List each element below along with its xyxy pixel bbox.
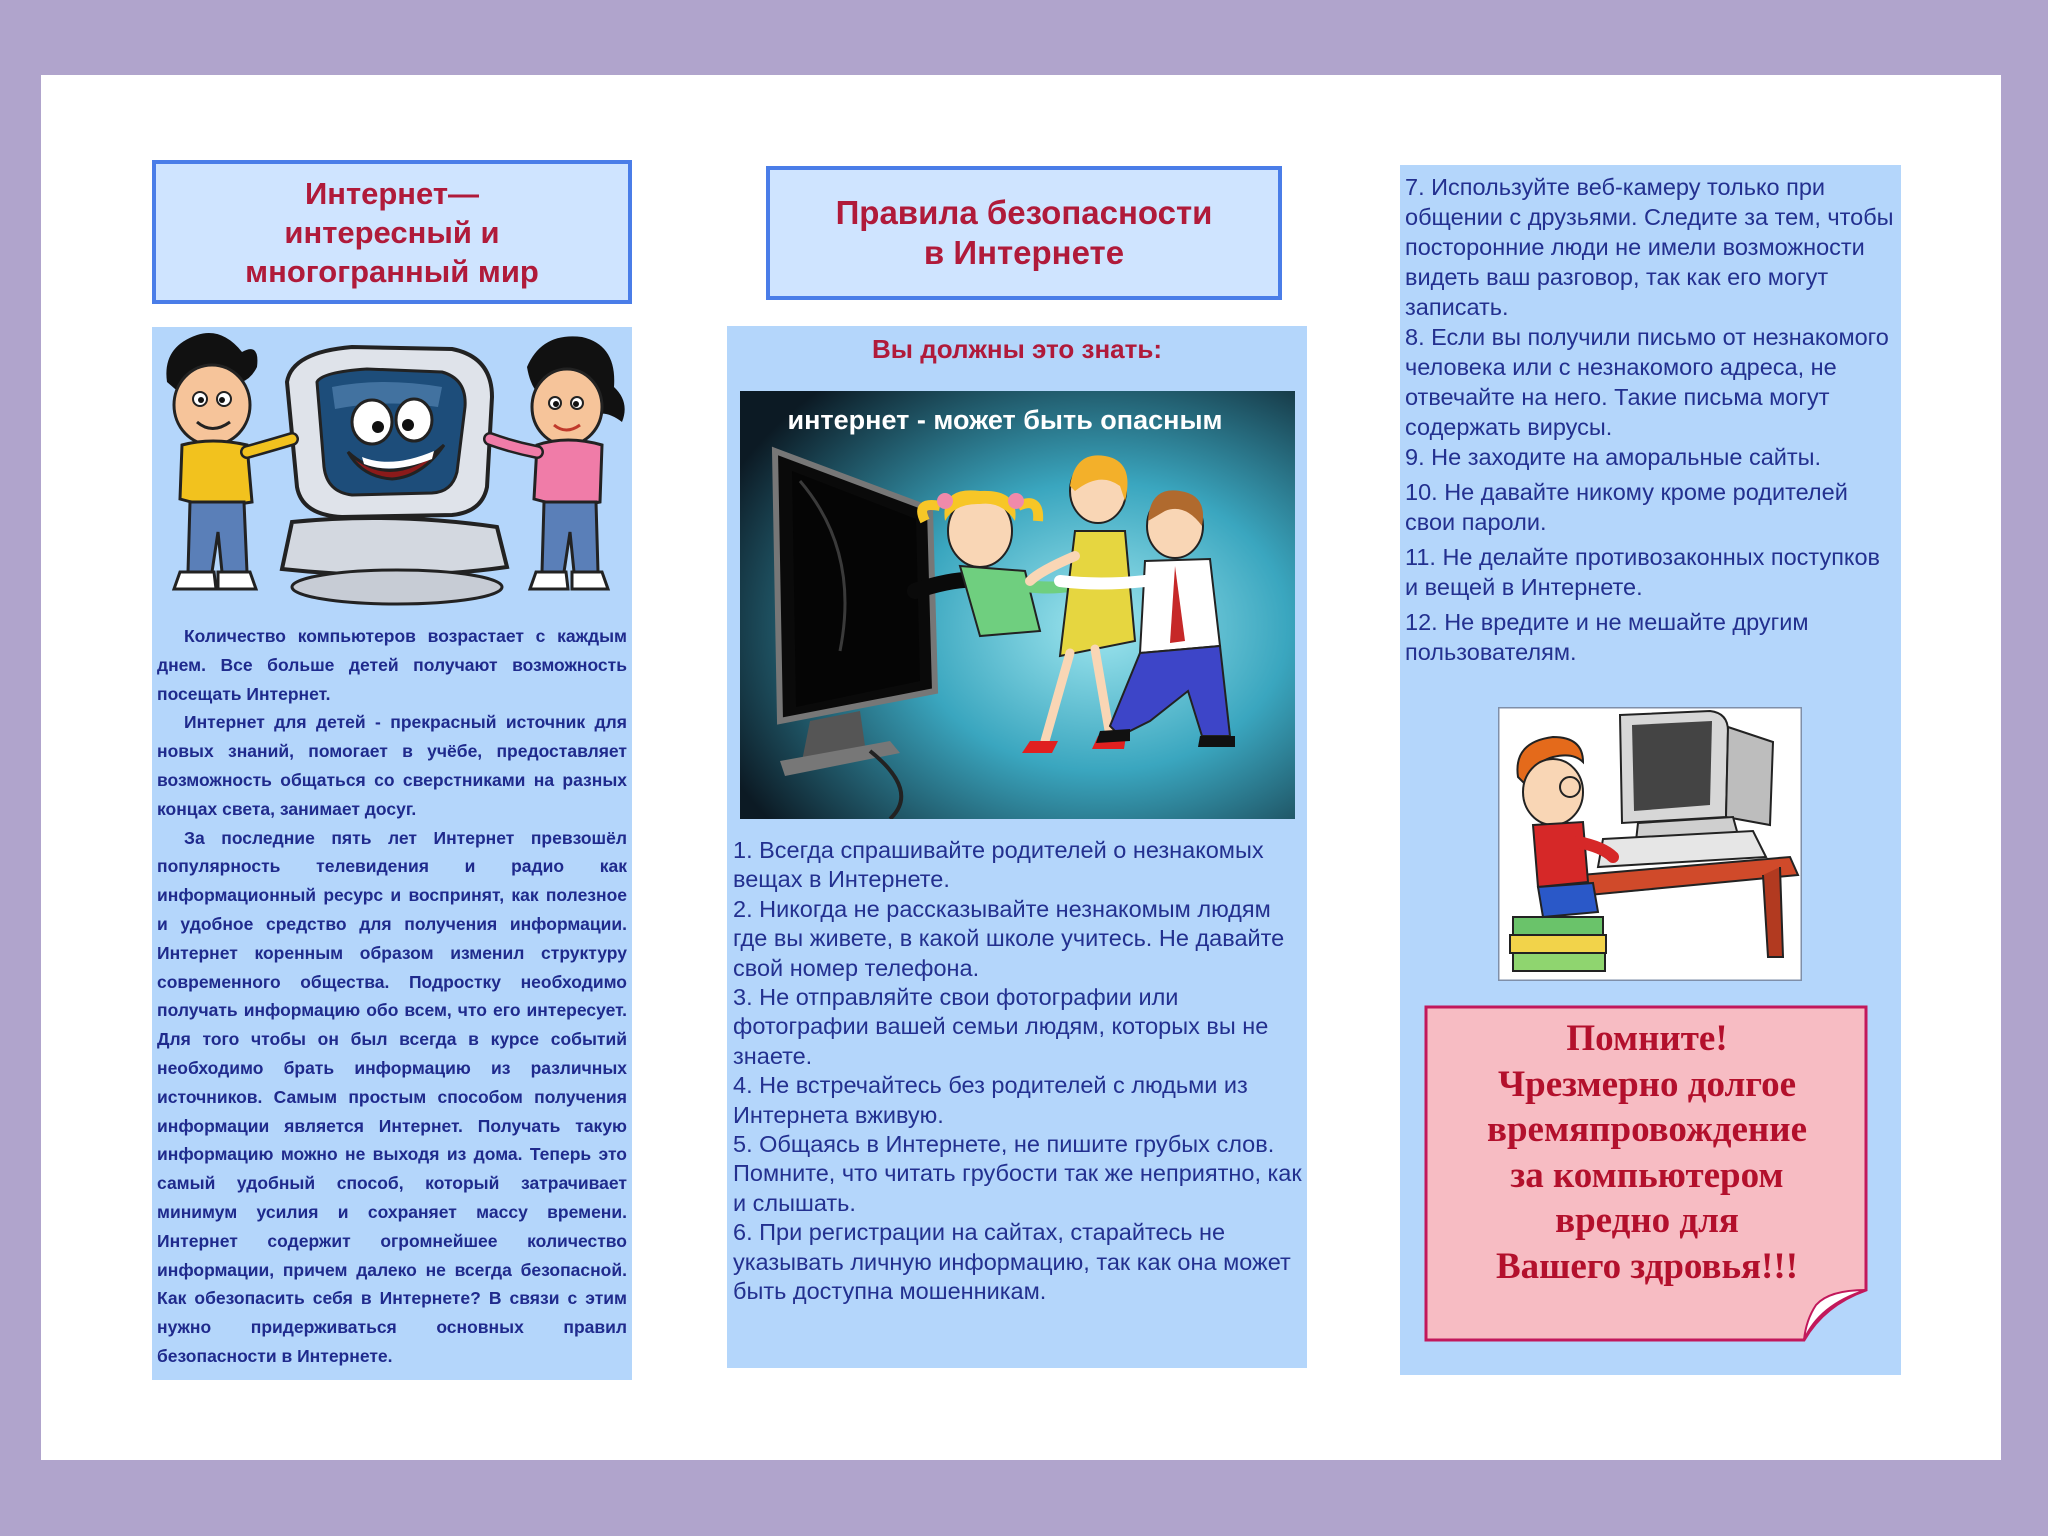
rules-list-7-12: [1405, 172, 1897, 667]
warning-line: времяпровождение: [1486, 1109, 1807, 1151]
left-body-text: [157, 622, 627, 1371]
left-title-line: многогранный мир: [245, 253, 539, 289]
rule-item: 7. Используйте веб-камеру только при общении с друзьями. Следите за тем, чтобы посторонние люди не имели возможности видеть ваш разговор, так как его могут записать.: [1405, 174, 1894, 320]
rule-item: 6. При регистрации на сайтах, старайтесь не указывать личную информацию, так как она может быть доступна мошенникам.: [733, 1219, 1291, 1305]
kids-with-computer-illustration: [152, 327, 632, 607]
internet-danger-illustration: [740, 391, 1295, 819]
rule-item: 1. Всегда спрашивайте родителей о незнакомых вещах в Интернете.: [733, 837, 1264, 893]
rule-item: 4. Не встречайтесь без родителей с людьми из Интернета вживую.: [733, 1072, 1248, 1128]
rule-item: 11. Не делайте противозаконных поступков и вещей в Интернете.: [1405, 544, 1881, 600]
middle-title-line: Правила безопасности: [835, 194, 1213, 231]
left-paragraph: Количество компьютеров возрастает с каждым днем. Все больше детей получают возможность посещать Интернет.: [157, 626, 627, 704]
must-know-heading: Вы должны это знать:: [872, 334, 1162, 364]
left-title-box: [152, 160, 632, 304]
rules-list-1-6: [733, 836, 1305, 1307]
rule-item: 3. Не отправляйте свои фотографии или фотографии вашей семьи людям, которых вы не знаете.: [733, 984, 1269, 1069]
danger-caption: интернет - может быть опасным: [787, 405, 1223, 435]
warning-text: [1424, 1016, 1870, 1290]
rule-item: 5. Общаясь в Интернете, не пишите грубых слов. Помните, что читать грубости так же неприятно, как и слышать.: [733, 1131, 1302, 1216]
rule-item: 10. Не давайте никому кроме родителей свои пароли.: [1405, 479, 1848, 535]
middle-title-line: в Интернете: [923, 234, 1125, 271]
warning-line: за компьютером: [1510, 1154, 1784, 1196]
rule-item: 2. Никогда не рассказывайте незнакомым людям где вы живете, в какой школе учитесь. Не давайте свой номер телефона.: [733, 895, 1285, 981]
warning-line: вредно для: [1555, 1200, 1739, 1242]
warning-line: Чрезмерно долгое: [1497, 1063, 1797, 1105]
left-title-line: интересный и: [284, 214, 500, 250]
left-paragraph: За последние пять лет Интернет превзошёл популярность телевидения и радио как информационный ресурс и воспринят, как полезное и удобное средство для получения информации. Интернет коренным образом изменил структуру современного общества. Подростку необходимо получать информацию обо всем, что его интересует. Для того чтобы он был всегда в курсе событий необходимо брать информацию из различных источников. Самым простым способом получения информации является Интернет. Получать такую информацию можно не выходя из дома. Теперь это самый удобный способ, который затрачивает минимум усилия и сохраняет массу времени. Интернет содержит огромнейшее количество информации, причем далеко не всегда безопасной. Как обезопасить себя в Интернете? В связи с этим нужно придерживаться основных правил безопасности в Интернете.: [157, 827, 627, 1366]
warning-line: Помните!: [1566, 1018, 1728, 1059]
left-paragraph: Интернет для детей - прекрасный источник для новых знаний, помогает в учёбе, предоставляет возможность общаться со сверстниками на разных концах света, занимает досуг.: [157, 712, 627, 819]
rule-item: 9. Не заходите на аморальные сайты.: [1405, 444, 1822, 470]
warning-line: Вашего здровья!!!: [1495, 1245, 1799, 1287]
rule-item: 8. Если вы получили письмо от незнакомого человека или с незнакомого адреса, не отвечайте на него. Такие письма могут содержать вирусы.: [1405, 324, 1889, 440]
middle-title-box: [766, 166, 1282, 300]
boy-at-computer-illustration: [1498, 707, 1802, 981]
rule-item: 12. Не вредите и не мешайте другим пользователям.: [1405, 609, 1809, 665]
left-title-line: Интернет—: [304, 175, 480, 211]
